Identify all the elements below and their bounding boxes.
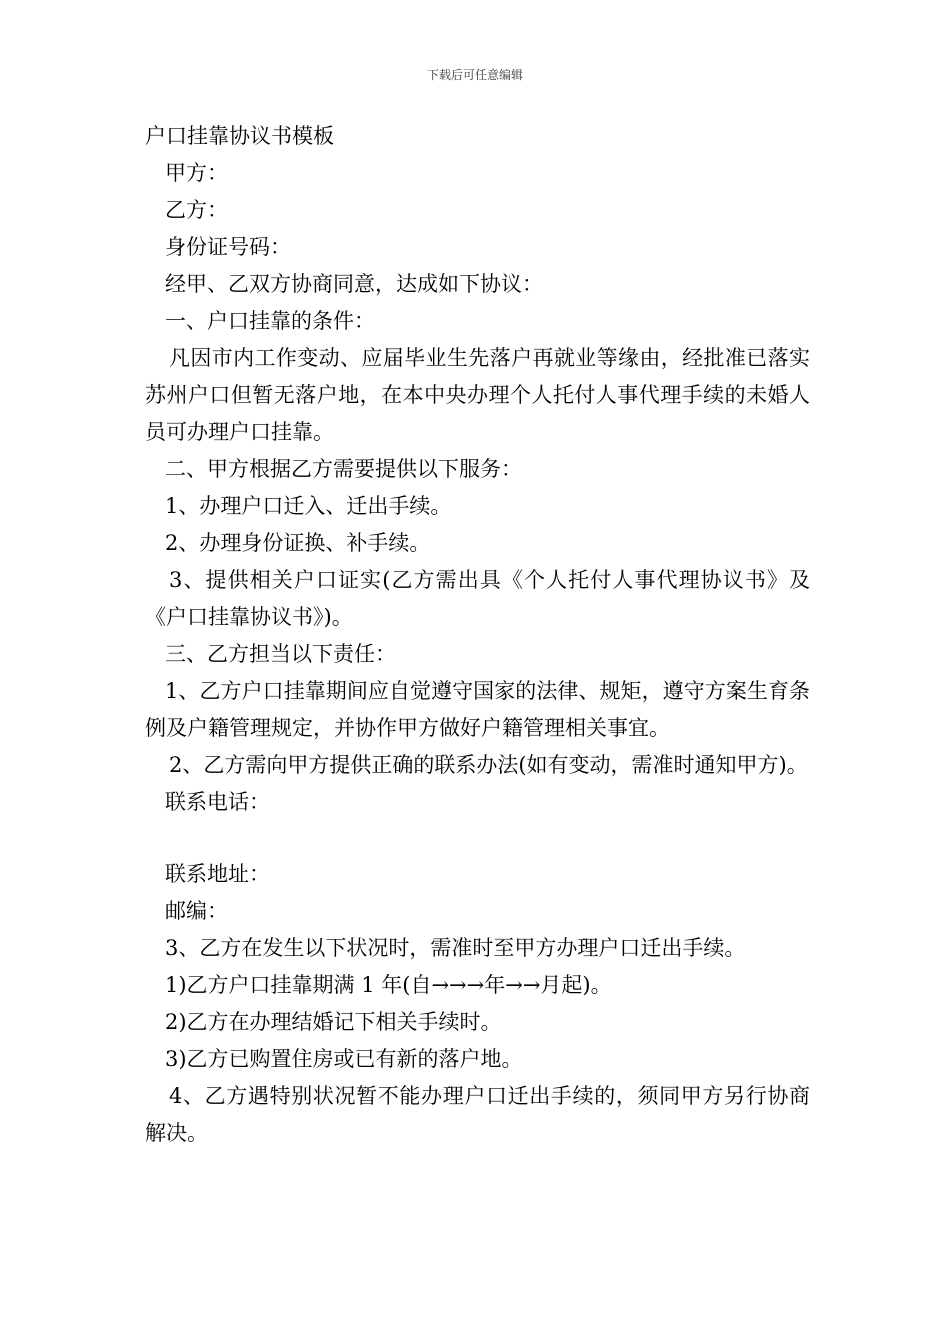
section3-heading: 三、乙方担当以下责任： bbox=[165, 642, 396, 666]
section2-heading: 二、甲方根据乙方需要提供以下服务： bbox=[165, 457, 522, 481]
condition-1: 1)乙方户口挂靠期满 1 年(自→→→年→→月起)。 bbox=[165, 973, 612, 997]
intro-paragraph: 经甲、乙双方协商同意，达成如下协议： bbox=[165, 272, 543, 296]
page-header-note: 下载后可任意编辑 bbox=[426, 68, 523, 82]
blank-gap bbox=[145, 821, 810, 856]
section3-item-4: 4、乙方遇特别状况暂不能办理户口迁出手续的，须同甲方另行协商解决。 bbox=[145, 1084, 810, 1145]
party-a-label: 甲方： bbox=[165, 161, 228, 185]
party-b-label: 乙方： bbox=[165, 198, 228, 222]
contact-address-label: 联系地址： bbox=[165, 862, 270, 886]
section3-item-2: 2、乙方需向甲方提供正确的联系办法(如有变动，需准时通知甲方)。 bbox=[169, 753, 808, 777]
id-number-label: 身份证号码： bbox=[165, 235, 291, 259]
section1-heading: 一、户口挂靠的条件： bbox=[165, 309, 375, 333]
section3-item-1: 1、乙方户口挂靠期间应自觉遵守国家的法律、规矩，遵守方案生育条例及户籍管理规定，并协作甲方做好户籍管理相关事宜。 bbox=[145, 679, 810, 740]
section2-item-1: 1、办理户口迁入、迁出手续。 bbox=[165, 494, 452, 518]
postcode-label: 邮编： bbox=[165, 899, 228, 923]
section2-item-3: 3、提供相关户口证实(乙方需出具《个人托付人事代理协议书》及《户口挂靠协议书》)。 bbox=[145, 568, 810, 629]
contact-phone-label: 联系电话： bbox=[165, 790, 270, 814]
document-title: 户口挂靠协议书模板 bbox=[145, 124, 334, 148]
condition-2: 2)乙方在办理结婚记下相关手续时。 bbox=[165, 1010, 502, 1034]
section1-body: 凡因市内工作变动、应届毕业生先落户再就业等缘由，经批准已落实苏州户口但暂无落户地，在本中央办理个人托付人事代理手续的未婚人员可办理户口挂靠。 bbox=[145, 346, 810, 444]
section2-item-2: 2、办理身份证换、补手续。 bbox=[165, 531, 431, 555]
condition-3: 3)乙方已购置住房或已有新的落户地。 bbox=[165, 1047, 523, 1071]
document-body bbox=[145, 118, 810, 1152]
section3-item-3: 3、乙方在发生以下状况时，需准时至甲方办理户口迁出手续。 bbox=[165, 936, 746, 960]
